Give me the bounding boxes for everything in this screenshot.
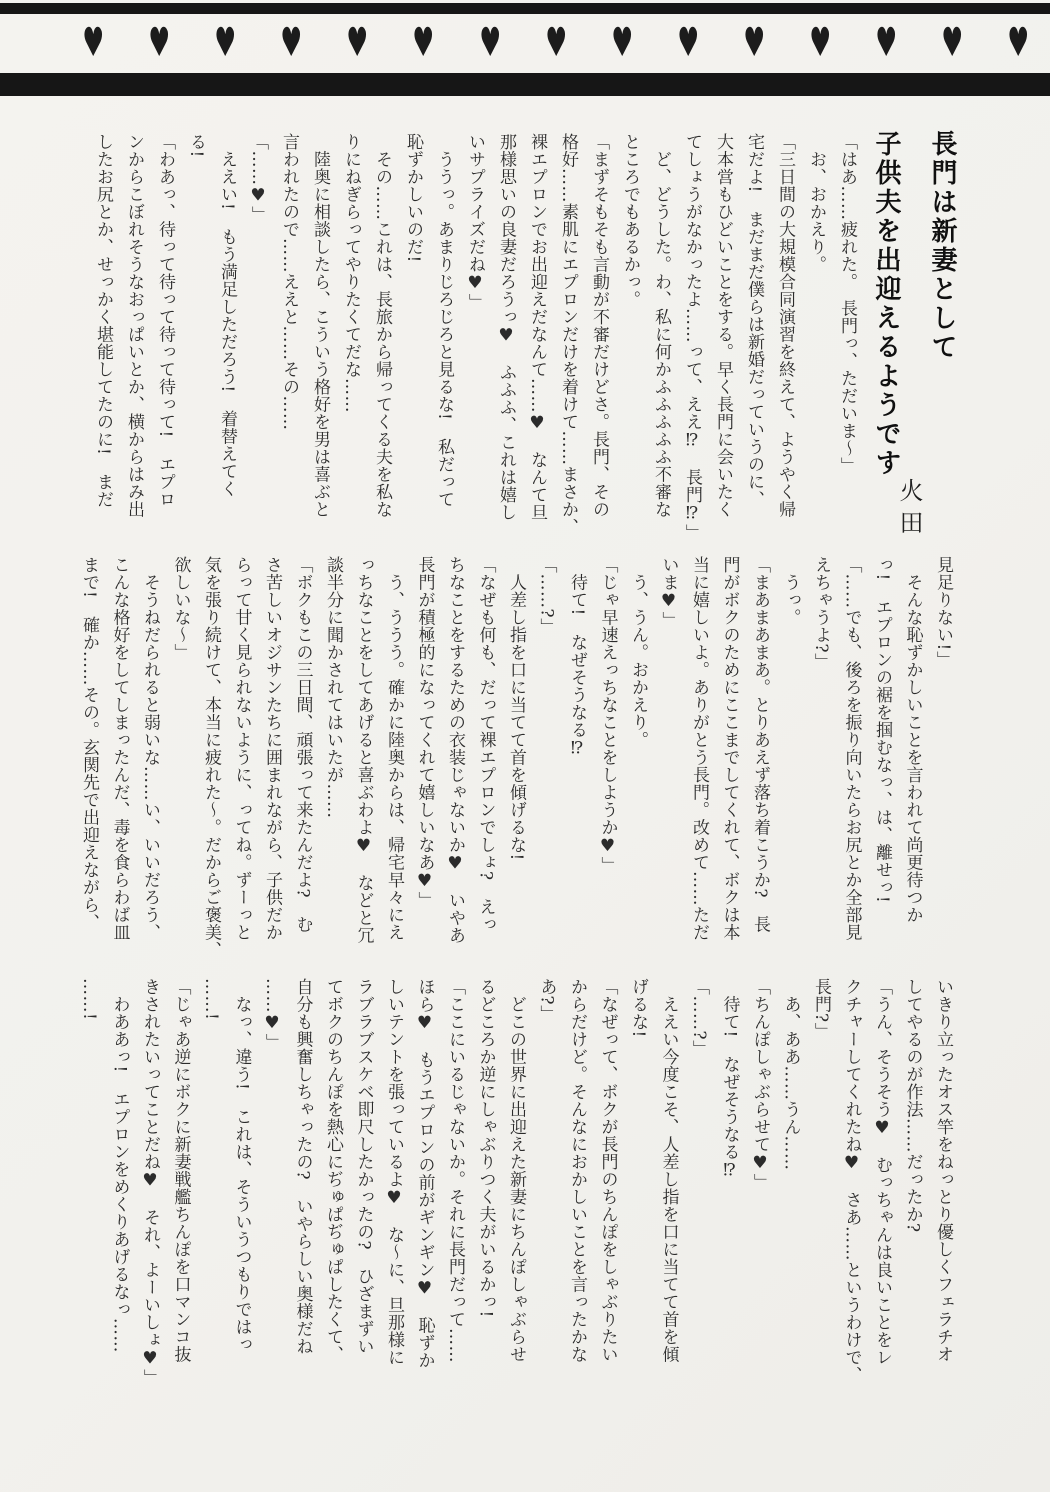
text-column: あ、ああ……うん…… xyxy=(780,978,801,1171)
heart-icon: ♥ xyxy=(743,19,766,67)
text-column: ラブラブスケベ即尺したかったの? ひざまずい xyxy=(353,978,374,1356)
text-column: まで! 確か……その。玄関先で出迎えながら、 xyxy=(79,556,99,931)
text-column: そんな恥ずかしいことを言われて尚更待つか xyxy=(902,556,923,924)
text-column: いサプライズだね♥」 xyxy=(465,133,485,311)
text-column: てしょうがなかったよ……って、ええ⁉ 長門⁉」 xyxy=(682,133,702,542)
text-column: いきり立ったオス竿をねっとり優しくフェラチオ xyxy=(933,978,953,1363)
text-column: 格好……素肌にエプロンだけを着けて……まさか、 xyxy=(558,133,578,536)
text-column: りにねぎらってやりたくてだな…… xyxy=(341,133,361,413)
text-column: 見足りない!」 xyxy=(933,556,953,669)
text-column: クチャーしてくれたね♥ さあ……というわけで、 xyxy=(841,978,862,1384)
text-column: 欲しいな〜」 xyxy=(170,556,191,661)
heart-icon: ♥ xyxy=(280,19,303,67)
text-column: ちなことをするための衣装じゃないか♥ いやあ xyxy=(445,556,465,944)
text-column: 「……?」 xyxy=(536,556,557,636)
heart-icon: ♥ xyxy=(1007,19,1030,67)
text-column: 「三日間の大規模合同演習を終えて、ようやく帰 xyxy=(775,133,795,518)
text-band-1 xyxy=(85,133,862,543)
text-column: 自分も興奮しちゃったの? いやらしい奥様だね xyxy=(292,978,313,1356)
text-column: 当に嬉しいよ。ありがとう長門。改めて……ただ xyxy=(689,556,709,941)
text-column: てボクのちんぽを熱心にぢゅぱぢゅぱしたくて、 xyxy=(323,978,343,1363)
text-column: う、うん。おかえり。 xyxy=(628,556,648,749)
text-column: お、おかえり。 xyxy=(806,133,826,273)
text-column: っちなことをしてあげると喜ぶわよ♥ などと冗 xyxy=(353,556,374,944)
text-column: 気を張り続けて、本当に疲れた〜。だからご褒美、 xyxy=(201,556,221,959)
text-column: 「なぜって、ボクが長門のちんぽをしゃぶりたい xyxy=(597,978,618,1363)
heart-icon: ♥ xyxy=(148,19,171,67)
text-column: 「わあっ、待って待って待って待って! エプロ xyxy=(155,133,175,508)
text-column: 「なぜも何も、だって裸エプロンでしょ? えっ xyxy=(475,556,496,934)
text-column: 「まあまあまあ。とりあえず落ち着こうか? 長 xyxy=(750,556,770,934)
text-band-3 xyxy=(72,978,958,1412)
text-column: 長門が積極的になってくれて嬉しいなあ♥」 xyxy=(414,556,435,909)
text-column: げるな! xyxy=(628,978,648,1038)
text-column: 「ボクもこの三日間、頑張って来たんだよ? む xyxy=(292,556,313,934)
hearts-border xyxy=(0,15,1050,71)
text-column: ええい! もう満足しただろう! 着替えてく xyxy=(217,133,237,498)
heart-icon: ♥ xyxy=(82,19,105,67)
text-column: らって甘く見られないように、ってね。ずーっと xyxy=(231,556,252,941)
text-column: 「はあ……疲れた。 長門っ、ただいま〜」 xyxy=(837,133,857,475)
text-column: ほら♥ もうエプロンの前がギンギン♥ 恥ずか xyxy=(414,978,435,1369)
text-column: 「じゃあ逆にボクに新妻戦艦ちんぽを口マンコ抜 xyxy=(170,978,191,1363)
text-column: 待て! なぜそうなる⁉ xyxy=(567,556,587,759)
text-column: 「……♥」 xyxy=(248,133,268,224)
text-column: 裸エプロンでお出迎えだなんて……♥ なんて旦 xyxy=(527,133,547,521)
text-column: そうねだられると弱いな……い、いいだろう、 xyxy=(140,556,160,941)
text-column: なっ、違う! これは、そういうつもりではっ xyxy=(231,978,252,1353)
text-column: ど、どうした。わ、私に何かふふふふふ不審な xyxy=(651,133,671,518)
text-column: ううっ。あまりじろじろと見るな! 私だって xyxy=(434,133,454,508)
text-column: 門がボクのためにここまでしてくれて、ボクは本 xyxy=(719,556,740,941)
text-column: しいテントを張っているよ♥ な〜に、旦那様に xyxy=(384,978,404,1366)
heart-icon: ♥ xyxy=(809,19,832,67)
text-column: 「うん、そうそう♥ むっちゃんは良いことをレ xyxy=(872,978,892,1366)
text-column: 「……?」 xyxy=(689,978,709,1058)
text-column: ……! xyxy=(79,978,99,1021)
text-column: う、ううう。確かに陸奥からは、帰宅早々にえ xyxy=(384,556,404,941)
title-line-1: 長門は新妻として xyxy=(927,130,957,362)
text-column: 談半分に聞かされてはいたが…… xyxy=(323,556,343,819)
heart-icon: ♥ xyxy=(875,19,898,67)
text-column: こんな格好をしてしまったんだ、毒を食らわば皿 xyxy=(109,556,130,941)
text-column: 恥ずかしいのだ! xyxy=(403,133,423,263)
text-column: 那様思いの良妻だろうっ♥ ふふふ、これは嬉し xyxy=(496,133,516,521)
text-column: ところでもあるかっ。 xyxy=(620,133,640,308)
heart-icon: ♥ xyxy=(478,19,501,67)
page-title xyxy=(858,130,970,530)
text-column: あ?」 xyxy=(536,978,557,1023)
heart-icon: ♥ xyxy=(214,19,237,67)
text-column: 言われたので……ええと……その…… xyxy=(279,133,299,431)
text-column: 陸奥に相談したら、こういう格好を男は喜ぶと xyxy=(310,133,330,518)
text-column: るどころか逆にしゃぶりつく夫がいるかっ! xyxy=(475,978,496,1318)
heart-icon: ♥ xyxy=(941,19,964,67)
text-column: 長門?」 xyxy=(811,978,831,1041)
text-column: 「……でも、後ろを振り向いたらお尻とか全部見 xyxy=(841,556,862,941)
text-column: る! xyxy=(186,133,206,158)
text-column: ……! xyxy=(201,978,221,1021)
text-column: ええい今度こそ、人差し指を口に当てて首を傾 xyxy=(658,978,679,1363)
heart-icon: ♥ xyxy=(346,19,369,67)
text-column: さ苦しいオジサンたちに囲まれながら、子供だか xyxy=(262,556,282,941)
author-name: 火田 xyxy=(895,478,923,542)
text-band-2 xyxy=(72,556,958,964)
text-column: うっ。 xyxy=(780,556,801,626)
title-line-2: 子供夫を出迎えるようです xyxy=(871,130,901,478)
text-column: 「まずそもそも言動が不審だけどさ。長門、その xyxy=(589,133,609,518)
text-column: 「ちんぽしゃぶらせて♥」 xyxy=(750,978,770,1191)
heart-icon: ♥ xyxy=(412,19,435,67)
text-column: いま♥」 xyxy=(658,556,679,629)
text-column: 大本営もひどいことをする。早く長門に会いたく xyxy=(713,133,733,518)
header-top-rule xyxy=(0,3,1050,14)
heart-icon: ♥ xyxy=(677,19,700,67)
text-column: どこの世界に出迎えた新妻にちんぽしゃぶらせ xyxy=(506,978,526,1363)
text-column: 待て! なぜそうなる⁉ xyxy=(719,978,740,1181)
text-column: えちゃうよ?」 xyxy=(811,556,831,671)
text-column: 「ここにいるじゃないか。それに長門だって…… xyxy=(445,978,465,1363)
text-column: ……♥」 xyxy=(262,978,282,1051)
text-column: 人差し指を口に当てて首を傾げるな! xyxy=(506,556,526,861)
text-column: きされたいってことだね♥ それ、よーいしょ♥」 xyxy=(140,978,160,1387)
text-column: わああっ! エプロンをめくりあげるなっ…… xyxy=(109,978,130,1353)
text-column: してやるのが作法……だったか? xyxy=(902,978,923,1233)
heart-icon: ♥ xyxy=(544,19,567,67)
text-column: っ! エプロンの裾を掴むなっ、は、離せっ! xyxy=(872,556,892,904)
text-column: したお尻とか、せっかく堪能してたのに! まだ xyxy=(93,133,113,508)
text-column: ンからこぼれそうなおっぱいとか、横からはみ出 xyxy=(124,133,144,518)
text-column: 宅だよ! まだまだ僕らは新婚だっていうのに、 xyxy=(744,133,764,508)
header-bottom-rule xyxy=(0,73,1050,96)
text-column: その……これは、長旅から帰ってくる夫を私な xyxy=(372,133,392,518)
text-column: からだけど。そんなにおかしいことを言ったかな xyxy=(567,978,587,1363)
heart-icon: ♥ xyxy=(611,19,633,67)
text-column: 「じゃ早速えっちなことをしようか♥」 xyxy=(597,556,618,874)
